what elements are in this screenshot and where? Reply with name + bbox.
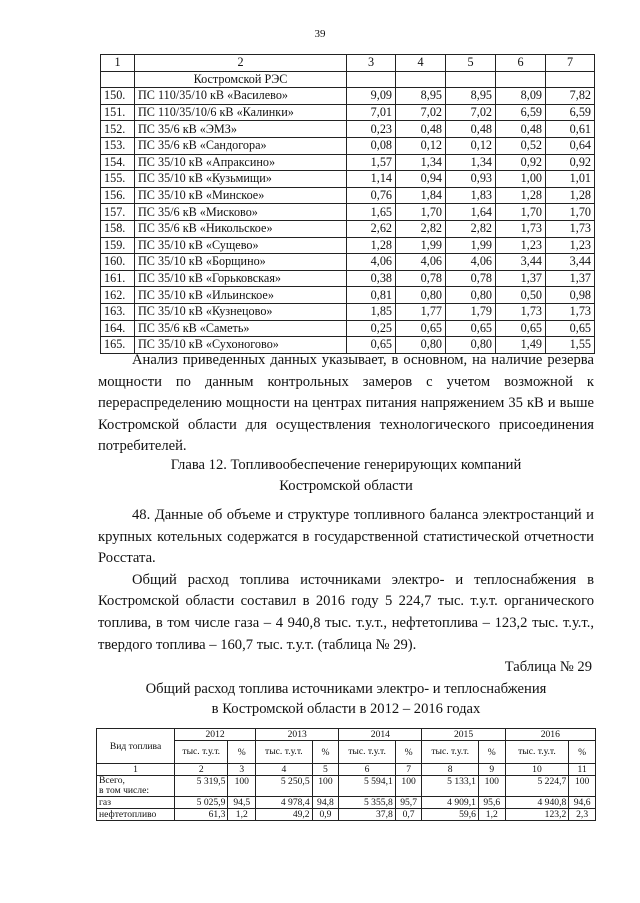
chapter-heading-line1: Глава 12. Топливообеспечение генерирующих компаний xyxy=(170,457,522,473)
row-number: 155. xyxy=(101,171,135,188)
fuel-value: 5 355,8 xyxy=(339,797,395,809)
load-value: 0,38 xyxy=(347,270,396,287)
column-number: 8 xyxy=(422,764,478,776)
total-value: 5 224,7 xyxy=(505,776,569,797)
load-value: 1,23 xyxy=(546,237,595,254)
load-value: 1,77 xyxy=(396,303,446,320)
table-row xyxy=(101,154,595,171)
table-title-line2: в Костромской области в 2012 – 2016 годах xyxy=(211,701,481,717)
total-value: 100 xyxy=(312,776,339,797)
load-value: 8,95 xyxy=(446,88,496,105)
table-row xyxy=(101,121,595,138)
row-number: 156. xyxy=(101,187,135,204)
table-row xyxy=(101,187,595,204)
fuel-value: 123,2 xyxy=(505,809,569,821)
load-value: 0,61 xyxy=(546,121,595,138)
load-value: 7,02 xyxy=(396,104,446,121)
column-number: 1 xyxy=(97,764,175,776)
table-row xyxy=(101,237,595,254)
section-cell xyxy=(496,71,546,88)
analysis-paragraph xyxy=(98,350,594,458)
year-header: 2013 xyxy=(256,729,339,741)
load-value: 1,83 xyxy=(446,187,496,204)
section-label: Костромской РЭС xyxy=(135,71,347,88)
load-value: 0,48 xyxy=(496,121,546,138)
total-value: 5 250,5 xyxy=(256,776,312,797)
load-value: 0,92 xyxy=(546,154,595,171)
load-value: 0,64 xyxy=(546,137,595,154)
fuel-value: 4 940,8 xyxy=(505,797,569,809)
load-value: 1,57 xyxy=(347,154,396,171)
load-value: 1,73 xyxy=(496,220,546,237)
section-cell xyxy=(546,71,595,88)
total-value: 5 319,5 xyxy=(175,776,228,797)
load-value: 0,80 xyxy=(446,287,496,304)
total-value: 100 xyxy=(478,776,505,797)
column-number: 4 xyxy=(256,764,312,776)
row-number: 153. xyxy=(101,137,135,154)
percent-label: % xyxy=(395,741,422,764)
total-label xyxy=(97,776,175,797)
fuel-value: 0,9 xyxy=(312,809,339,821)
substation-load-table xyxy=(100,54,595,354)
header-cell: 7 xyxy=(546,55,595,72)
load-value: 0,94 xyxy=(396,171,446,188)
fuel-value: 59,6 xyxy=(422,809,478,821)
load-value: 1,23 xyxy=(496,237,546,254)
year-header: 2015 xyxy=(422,729,505,741)
load-value: 1,64 xyxy=(446,204,496,221)
row-number: 164. xyxy=(101,320,135,337)
load-value: 0,65 xyxy=(396,320,446,337)
table-title-line1: Общий расход топлива источниками электро- и теплоснабжения xyxy=(145,681,547,697)
column-number: 10 xyxy=(505,764,569,776)
load-value: 0,65 xyxy=(347,337,396,354)
percent-label: % xyxy=(228,741,256,764)
load-value: 3,44 xyxy=(496,254,546,271)
chapter-heading-line2: Костромской области xyxy=(279,478,413,494)
load-value: 0,48 xyxy=(446,121,496,138)
fuel-value: 1,2 xyxy=(228,809,256,821)
load-value: 1,28 xyxy=(347,237,396,254)
substation-name: ПС 35/10 кВ «Ильинское» xyxy=(135,287,347,304)
substation-name: ПС 35/6 кВ «Саметь» xyxy=(135,320,347,337)
substation-name: ПС 35/10 кВ «Минское» xyxy=(135,187,347,204)
fuel-row xyxy=(97,809,596,821)
load-value: 0,12 xyxy=(396,137,446,154)
total-value: 100 xyxy=(395,776,422,797)
load-value: 1,99 xyxy=(396,237,446,254)
unit-label: тыс. т.у.т. xyxy=(339,741,395,764)
table-row xyxy=(101,88,595,105)
table-number: Таблица № 29 xyxy=(504,659,592,675)
percent-label: % xyxy=(478,741,505,764)
table-title xyxy=(98,679,594,719)
row-number: 161. xyxy=(101,270,135,287)
substation-name: ПС 35/6 кВ «Никольское» xyxy=(135,220,347,237)
load-value: 0,65 xyxy=(496,320,546,337)
year-header: 2012 xyxy=(175,729,256,741)
total-value: 100 xyxy=(228,776,256,797)
substation-name: ПС 35/10 кВ «Сухоногово» xyxy=(135,337,347,354)
load-value: 0,65 xyxy=(446,320,496,337)
fuel-value: 94,5 xyxy=(228,797,256,809)
fuel-value: 4 978,4 xyxy=(256,797,312,809)
load-value: 1,00 xyxy=(496,171,546,188)
load-value: 1,73 xyxy=(496,303,546,320)
load-value: 1,01 xyxy=(546,171,595,188)
table-row xyxy=(101,270,595,287)
load-value: 0,93 xyxy=(446,171,496,188)
fuel-value: 49,2 xyxy=(256,809,312,821)
column-number: 5 xyxy=(312,764,339,776)
fuel-name: газ xyxy=(97,797,175,809)
year-header: 2016 xyxy=(505,729,595,741)
load-value: 1,84 xyxy=(396,187,446,204)
load-value: 3,44 xyxy=(546,254,595,271)
load-value: 0,08 xyxy=(347,137,396,154)
load-value: 0,48 xyxy=(396,121,446,138)
load-value: 8,95 xyxy=(396,88,446,105)
fuel-consumption-table xyxy=(96,728,596,821)
load-value: 6,59 xyxy=(546,104,595,121)
column-number: 2 xyxy=(175,764,228,776)
fuel-value: 95,7 xyxy=(395,797,422,809)
fuel-value: 1,2 xyxy=(478,809,505,821)
row-number: 162. xyxy=(101,287,135,304)
table-row xyxy=(101,254,595,271)
unit-label: тыс. т.у.т. xyxy=(505,741,569,764)
load-value: 1,99 xyxy=(446,237,496,254)
load-value: 1,85 xyxy=(347,303,396,320)
substation-name: ПС 35/6 кВ «Сандогора» xyxy=(135,137,347,154)
load-value: 1,65 xyxy=(347,204,396,221)
load-value: 6,59 xyxy=(496,104,546,121)
substation-name: ПС 35/6 кВ «Мисково» xyxy=(135,204,347,221)
load-value: 4,06 xyxy=(347,254,396,271)
header-cell: 5 xyxy=(446,55,496,72)
fuel-section-text xyxy=(98,505,594,656)
unit-label: тыс. т.у.т. xyxy=(256,741,312,764)
load-value: 1,79 xyxy=(446,303,496,320)
load-value: 1,70 xyxy=(496,204,546,221)
load-value: 7,02 xyxy=(446,104,496,121)
percent-label: % xyxy=(312,741,339,764)
fuel-value: 94,6 xyxy=(569,797,596,809)
substation-name: ПС 35/10 кВ «Сущево» xyxy=(135,237,347,254)
fuel-type-header: Вид топлива xyxy=(97,729,175,764)
load-value: 1,37 xyxy=(546,270,595,287)
unit-label: тыс. т.у.т. xyxy=(175,741,228,764)
total-value: 5 133,1 xyxy=(422,776,478,797)
load-value: 9,09 xyxy=(347,88,396,105)
fuel-value: 5 025,9 xyxy=(175,797,228,809)
row-number: 150. xyxy=(101,88,135,105)
load-value: 1,34 xyxy=(396,154,446,171)
page-number: 39 xyxy=(314,28,326,40)
row-number: 158. xyxy=(101,220,135,237)
table-row xyxy=(101,104,595,121)
load-value: 2,82 xyxy=(446,220,496,237)
header-cell: 3 xyxy=(347,55,396,72)
total-value: 100 xyxy=(569,776,596,797)
substation-name: ПС 35/10 кВ «Горьковская» xyxy=(135,270,347,287)
load-value: 1,28 xyxy=(546,187,595,204)
substation-name: ПС 35/10 кВ «Кузьмищи» xyxy=(135,171,347,188)
fuel-value: 2,3 xyxy=(569,809,596,821)
fuel-value: 0,7 xyxy=(395,809,422,821)
load-value: 0,65 xyxy=(546,320,595,337)
load-value: 8,09 xyxy=(496,88,546,105)
table-header-row xyxy=(101,55,595,72)
load-value: 2,62 xyxy=(347,220,396,237)
header-cell: 6 xyxy=(496,55,546,72)
row-number: 157. xyxy=(101,204,135,221)
load-value: 0,25 xyxy=(347,320,396,337)
section-row xyxy=(101,71,595,88)
table-row xyxy=(101,287,595,304)
column-number-row xyxy=(97,764,596,776)
year-header-row xyxy=(97,729,596,741)
header-cell: 1 xyxy=(101,55,135,72)
substation-name: ПС 35/10 кВ «Кузнецово» xyxy=(135,303,347,320)
section-cell xyxy=(347,71,396,88)
substation-name: ПС 110/35/10 кВ «Василево» xyxy=(135,88,347,105)
row-number: 165. xyxy=(101,337,135,354)
load-value: 0,12 xyxy=(446,137,496,154)
load-value: 0,23 xyxy=(347,121,396,138)
substation-name: ПС 35/6 кВ «ЭМЗ» xyxy=(135,121,347,138)
row-number: 151. xyxy=(101,104,135,121)
column-number: 3 xyxy=(228,764,256,776)
row-number: 159. xyxy=(101,237,135,254)
column-number: 11 xyxy=(569,764,596,776)
load-value: 0,98 xyxy=(546,287,595,304)
unit-label: тыс. т.у.т. xyxy=(422,741,478,764)
load-value: 1,70 xyxy=(396,204,446,221)
total-label-line2: в том числе: xyxy=(99,785,150,796)
header-cell: 2 xyxy=(135,55,347,72)
substation-name: ПС 35/10 кВ «Апраксино» xyxy=(135,154,347,171)
chapter-heading xyxy=(98,455,594,497)
load-value: 0,76 xyxy=(347,187,396,204)
analysis-text: Анализ приведенных данных указывает, в основном, на наличие резерва мощности по данным контрольных замеров с учетом возможной к перераспределению мощности на центрах питания напряжением 35 кВ и выше Костромской области для осуществления технологического присоединения потребителей. xyxy=(98,352,594,455)
substation-name: ПС 35/10 кВ «Борщино» xyxy=(135,254,347,271)
total-label-line1: Всего, xyxy=(99,775,125,786)
load-value: 1,73 xyxy=(546,220,595,237)
load-value: 4,06 xyxy=(446,254,496,271)
table-row xyxy=(101,171,595,188)
load-value: 0,52 xyxy=(496,137,546,154)
fuel-value: 37,8 xyxy=(339,809,395,821)
year-header: 2014 xyxy=(339,729,422,741)
load-value: 0,92 xyxy=(496,154,546,171)
load-value: 1,55 xyxy=(546,337,595,354)
column-number: 9 xyxy=(478,764,505,776)
column-number: 6 xyxy=(339,764,395,776)
load-value: 0,81 xyxy=(347,287,396,304)
total-value: 5 594,1 xyxy=(339,776,395,797)
load-value: 0,50 xyxy=(496,287,546,304)
table-row xyxy=(101,137,595,154)
row-number: 160. xyxy=(101,254,135,271)
fuel-name: нефтетопливо xyxy=(97,809,175,821)
fuel-consumption-paragraph: Общий расход топлива источниками электро- и теплоснабжения в Костромской области составил в 2016 году 5 224,7 тыс. т.у.т. органического топлива, в том числе газа – 4 940,8 тыс. т.у.т., нефтетоплива – 123,2 тыс. т.у.т., твердого топлива – 160,7 тыс. т.у.т. (таблица № 29). xyxy=(98,571,594,653)
load-value: 7,82 xyxy=(546,88,595,105)
load-value: 1,37 xyxy=(496,270,546,287)
load-value: 7,01 xyxy=(347,104,396,121)
load-value: 0,80 xyxy=(396,337,446,354)
load-value: 1,14 xyxy=(347,171,396,188)
table-row xyxy=(101,220,595,237)
row-number: 152. xyxy=(101,121,135,138)
substation-name: ПС 110/35/10/6 кВ «Калинки» xyxy=(135,104,347,121)
table-row xyxy=(101,204,595,221)
percent-label: % xyxy=(569,741,596,764)
column-number: 7 xyxy=(395,764,422,776)
row-number: 163. xyxy=(101,303,135,320)
load-value: 1,28 xyxy=(496,187,546,204)
section-cell xyxy=(101,71,135,88)
load-value: 1,70 xyxy=(546,204,595,221)
load-value: 2,82 xyxy=(396,220,446,237)
header-cell: 4 xyxy=(396,55,446,72)
table-row xyxy=(101,303,595,320)
section-cell xyxy=(396,71,446,88)
load-value: 1,73 xyxy=(546,303,595,320)
fuel-value: 95,6 xyxy=(478,797,505,809)
total-row xyxy=(97,776,596,797)
fuel-row xyxy=(97,797,596,809)
fuel-value: 61,3 xyxy=(175,809,228,821)
row-number: 154. xyxy=(101,154,135,171)
fuel-value: 94,8 xyxy=(312,797,339,809)
load-value: 1,49 xyxy=(496,337,546,354)
load-value: 0,78 xyxy=(446,270,496,287)
load-value: 4,06 xyxy=(396,254,446,271)
load-value: 0,80 xyxy=(396,287,446,304)
load-value: 0,78 xyxy=(396,270,446,287)
paragraph-48: 48. Данные об объеме и структуре топливного баланса электростанций и крупных котельных содержатся в государственной статистической отчетности Росстата. xyxy=(98,507,594,567)
load-value: 1,34 xyxy=(446,154,496,171)
table-row xyxy=(101,320,595,337)
load-value: 0,80 xyxy=(446,337,496,354)
section-cell xyxy=(446,71,496,88)
fuel-value: 4 909,1 xyxy=(422,797,478,809)
